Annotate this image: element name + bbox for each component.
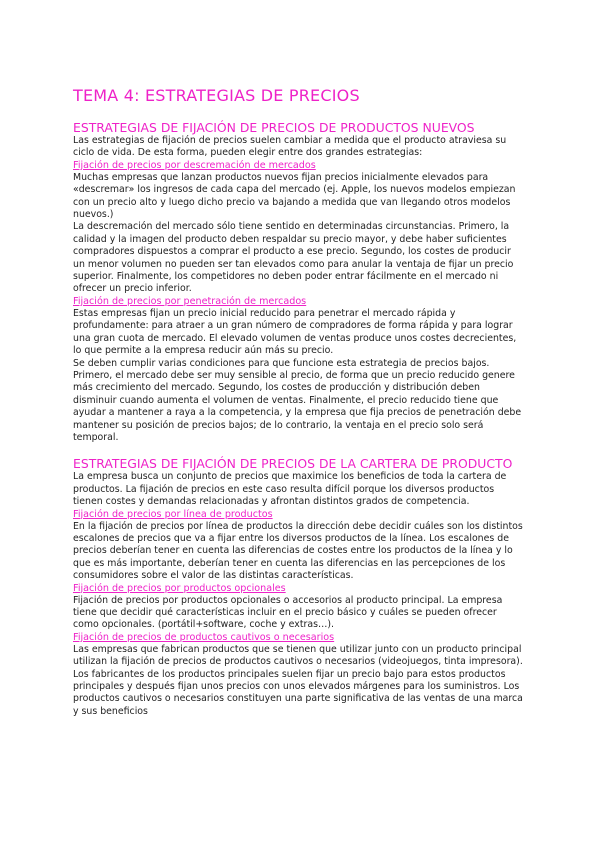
subheading-product-line[interactable]: Fijación de precios por línea de productos: [73, 508, 273, 520]
subheading-penetration[interactable]: Fijación de precios por penetración de mercados: [73, 295, 307, 307]
document-page: [73, 86, 523, 718]
section-intro-new-products: Las estrategias de fijación de precios suelen cambiar a medida que el producto atraviesa su ciclo de vida. De esta forma, pueden elegir entre dos grandes estrategias:: [73, 135, 507, 159]
subheading-skimming[interactable]: Fijación de precios por descremación de mercados: [73, 159, 316, 171]
paragraph-product-line: En la fijación de precios por línea de productos la dirección debe decidir cuáles son los distintos escalones de precios que va a fijar entre los diversos productos de la línea. Los escalones de precios deberían tener en cuenta las diferencias de costes entre los productos de la línea y lo que es más importante, deberían tener en cuenta las diferencias en las percepciones de los consumidores sobre el valor de las distintas características.: [73, 520, 523, 582]
subheading-optional-products[interactable]: Fijación de precios por productos opcionales: [73, 582, 286, 594]
paragraph-penetration-1: Estas empresas fijan un precio inicial reducido para penetrar el mercado rápida y profundamente: para atraer a un gran número de compradores de forma rápida y para lograr una gran cuota de mercado. El elevado volumen de ventas produce unos costes decrecientes, lo que permite a la empresa reducir aún más su precio.: [73, 307, 517, 357]
paragraph-captive-products: Las empresas que fabrican productos que se tienen que utilizar junto con un producto principal utilizan la fijación de precios de productos cautivos o necesarios (videojuegos, tinta impresora). Los fabricantes de los productos principales suelen fijar un precio bajo para estos productos principales y después fijan unos precios con unos elevados márgenes para los suministros. Los productos cautivos o necesarios constituyen una parte significativa de las ventas de una marca y sus beneficios: [73, 643, 523, 717]
subheading-captive-products[interactable]: Fijación de precios de productos cautivos o necesarios: [73, 631, 335, 643]
section-intro-portfolio: La empresa busca un conjunto de precios que maximice los beneficios de toda la cartera de productos. La fijación de precios en este caso resulta difícil porque los diversos productos tienen costes y demandas relacionadas y afrontan distintos grados de competencia.: [73, 471, 507, 508]
section-heading-portfolio: ESTRATEGIAS DE FIJACIÓN DE PRECIOS DE LA CARTERA DE PRODUCTO: [73, 456, 513, 472]
paragraph-skimming-2: La descremación del mercado sólo tiene sentido en determinadas circunstancias. Primero, la calidad y la imagen del producto deben respaldar su precio mayor, y debe haber suficientes compradores dispuestos a comprar el producto a ese precio. Segundo, los costes de producir un menor volumen no pueden ser tan elevados como para anular la ventaja de fijar un precio superior. Finalmente, los competidores no deben poder entrar fácilmente en el mercado ni ofrecer un precio inferior.: [73, 221, 514, 295]
section-heading-new-products: ESTRATEGIAS DE FIJACIÓN DE PRECIOS DE PRODUCTOS NUEVOS: [73, 120, 475, 135]
paragraph-penetration-2: Se deben cumplir varias condiciones para que funcione esta estrategia de precios bajos. Primero, el mercado debe ser muy sensible al precio, de forma que un precio reducido genere más crecimiento del mercado. Segundo, los costes de producción y distribución deben disminuir cuando aumenta el volumen de ventas. Finalmente, el precio reducido tiene que ayudar a mantener a raya a la competencia, y la empresa que fija precios de penetración debe mantener su posición de precios bajos; de lo contrario, la ventaja en el precio solo será temporal.: [73, 357, 522, 443]
paragraph-skimming-1: Muchas empresas que lanzan productos nuevos fijan precios inicialmente elevados para «descremar» los ingresos de cada capa del mercado (ej. Apple, los nuevos modelos empiezan con un precio alto y luego dicho precio va bajando a medida que van llegando otros modelos nuevos.): [73, 171, 516, 221]
paragraph-optional-products: Fijación de precios por productos opcionales o accesorios al producto principal. La empresa tiene que decidir qué características incluir en el precio básico y cuáles se pueden ofrecer como opcionales. (portátil+software, coche y extras…).: [73, 594, 503, 631]
page-title: TEMA 4: ESTRATEGIAS DE PRECIOS: [73, 86, 360, 105]
